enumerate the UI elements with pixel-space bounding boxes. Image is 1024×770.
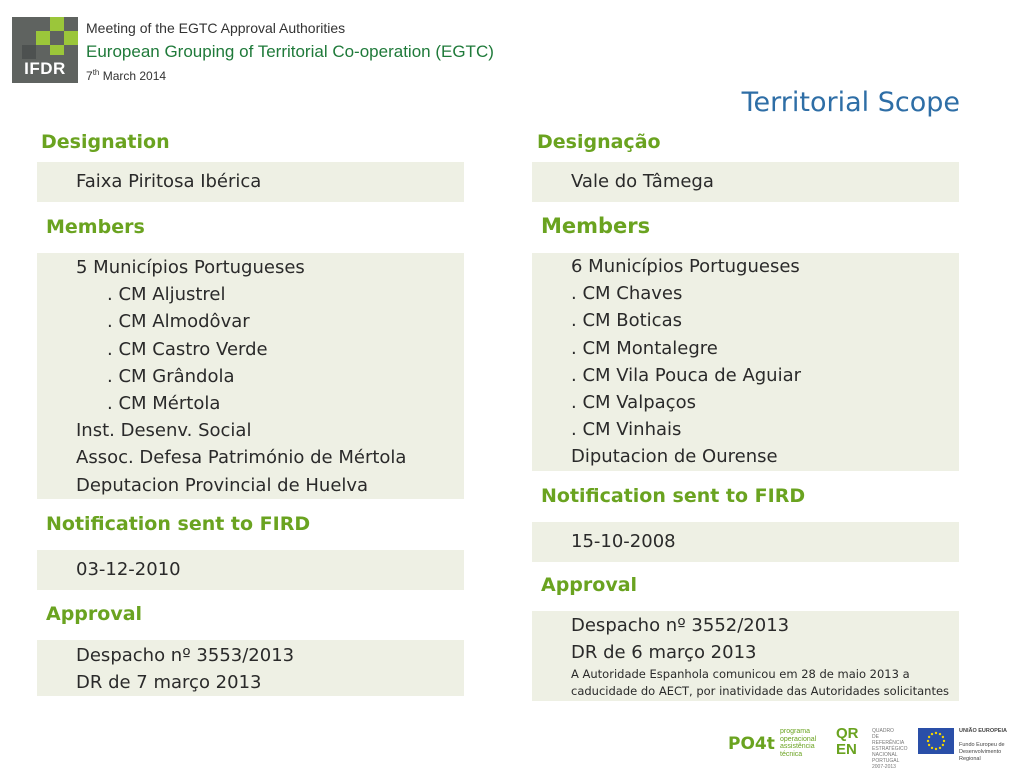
- eu-logo-line: UNIÃO EUROPEIA: [959, 728, 1007, 734]
- ifdr-logo: [12, 17, 78, 83]
- eu-flag-icon: [918, 728, 954, 754]
- left-approval-box: [37, 640, 464, 696]
- right-designation-value: Vale do Tâmega: [571, 171, 714, 192]
- left-member-item: . CM Castro Verde: [107, 338, 268, 360]
- right-approval-note-line: A Autoridade Espanhola comunicou em 28 de maio 2013 a: [571, 667, 910, 682]
- right-members-heading: Members: [541, 214, 651, 238]
- left-approval-line: DR de 7 março 2013: [76, 672, 262, 694]
- left-designation-heading: Designation: [41, 131, 170, 153]
- left-approval-line: Despacho nº 3553/2013: [76, 645, 295, 666]
- qren-logo-mark: EN: [836, 741, 857, 758]
- qren-logo-line: DE REFERÊNCIA: [872, 734, 905, 746]
- qren-logo-line: ESTRATÉGICO: [872, 746, 908, 752]
- qren-logo-line: PORTUGAL 2007-2013: [872, 758, 900, 770]
- left-notification-heading: Notification sent to FIRD: [46, 513, 311, 535]
- right-member-item: Diputacion de Ourense: [571, 446, 778, 468]
- right-approval-note-line: caducidade do AECT, por inatividade das Autoridades solicitantes: [571, 684, 950, 699]
- egtc-subtitle: European Grouping of Territorial Co-operation (EGTC): [86, 42, 494, 61]
- left-member-item: . CM Grândola: [107, 365, 235, 387]
- right-approval-line: DR de 6 março 2013: [571, 642, 757, 664]
- meeting-date: 7th March 2014: [86, 68, 167, 83]
- right-member-item: . CM Vinhais: [571, 419, 682, 441]
- left-member-item: 5 Municípios Portugueses: [76, 257, 305, 278]
- meeting-title: Meeting of the EGTC Approval Authorities: [86, 20, 346, 36]
- qren-logo: [836, 725, 908, 770]
- right-designation-box: [532, 162, 959, 202]
- poat-logo: [728, 728, 818, 760]
- eu-logo: [918, 728, 1018, 762]
- right-member-item: . CM Valpaços: [571, 391, 696, 413]
- left-member-item: Assoc. Defesa Património de Mértola: [76, 447, 407, 469]
- right-notification-box: [532, 522, 959, 562]
- left-member-item: . CM Mértola: [107, 392, 221, 414]
- right-member-item: . CM Boticas: [571, 310, 682, 332]
- left-designation-box: [37, 162, 464, 202]
- left-designation-value: Faixa Piritosa Ibérica: [76, 171, 262, 192]
- qren-logo-line: NACIONAL: [872, 752, 898, 758]
- right-approval-line: Despacho nº 3552/2013: [571, 615, 790, 636]
- right-designation-heading: Designação: [537, 131, 661, 153]
- right-approval-heading: Approval: [541, 574, 638, 596]
- right-approval-box: [532, 611, 959, 701]
- left-notification-value: 03-12-2010: [76, 559, 181, 580]
- left-member-item: Deputacion Provincial de Huelva: [76, 474, 369, 496]
- right-member-item: . CM Chaves: [571, 283, 683, 305]
- poat-logo-line: assistência: [780, 743, 815, 750]
- left-member-item: Inst. Desenv. Social: [76, 420, 252, 442]
- left-approval-heading: Approval: [46, 603, 143, 625]
- poat-logo-line: operacional: [780, 735, 817, 743]
- eu-logo-line: Fundo Europeu de: [959, 742, 1005, 748]
- poat-logo-line: programa: [780, 728, 810, 735]
- left-member-item: . CM Aljustrel: [107, 284, 226, 306]
- eu-logo-line: Desenvolvimento Regional: [959, 749, 1002, 762]
- qren-logo-line: QUADRO: [872, 728, 894, 734]
- right-notification-heading: Notification sent to FIRD: [541, 485, 806, 507]
- logo-text: IFDR: [24, 59, 66, 78]
- left-notification-box: [37, 550, 464, 590]
- poat-logo-line: técnica: [780, 750, 803, 758]
- right-member-item: . CM Montalegre: [571, 337, 718, 359]
- left-members-heading: Members: [46, 216, 145, 238]
- qren-logo-mark: QR: [836, 725, 859, 742]
- page-title: Territorial Scope: [741, 87, 960, 118]
- poat-logo-mark: PO4t: [728, 734, 775, 754]
- right-member-item: 6 Municípios Portugueses: [571, 256, 800, 277]
- right-members-box: [532, 253, 959, 471]
- right-notification-value: 15-10-2008: [571, 531, 676, 552]
- right-member-item: . CM Vila Pouca de Aguiar: [571, 364, 802, 386]
- left-member-item: . CM Almodôvar: [107, 311, 250, 333]
- left-members-box: [37, 253, 464, 499]
